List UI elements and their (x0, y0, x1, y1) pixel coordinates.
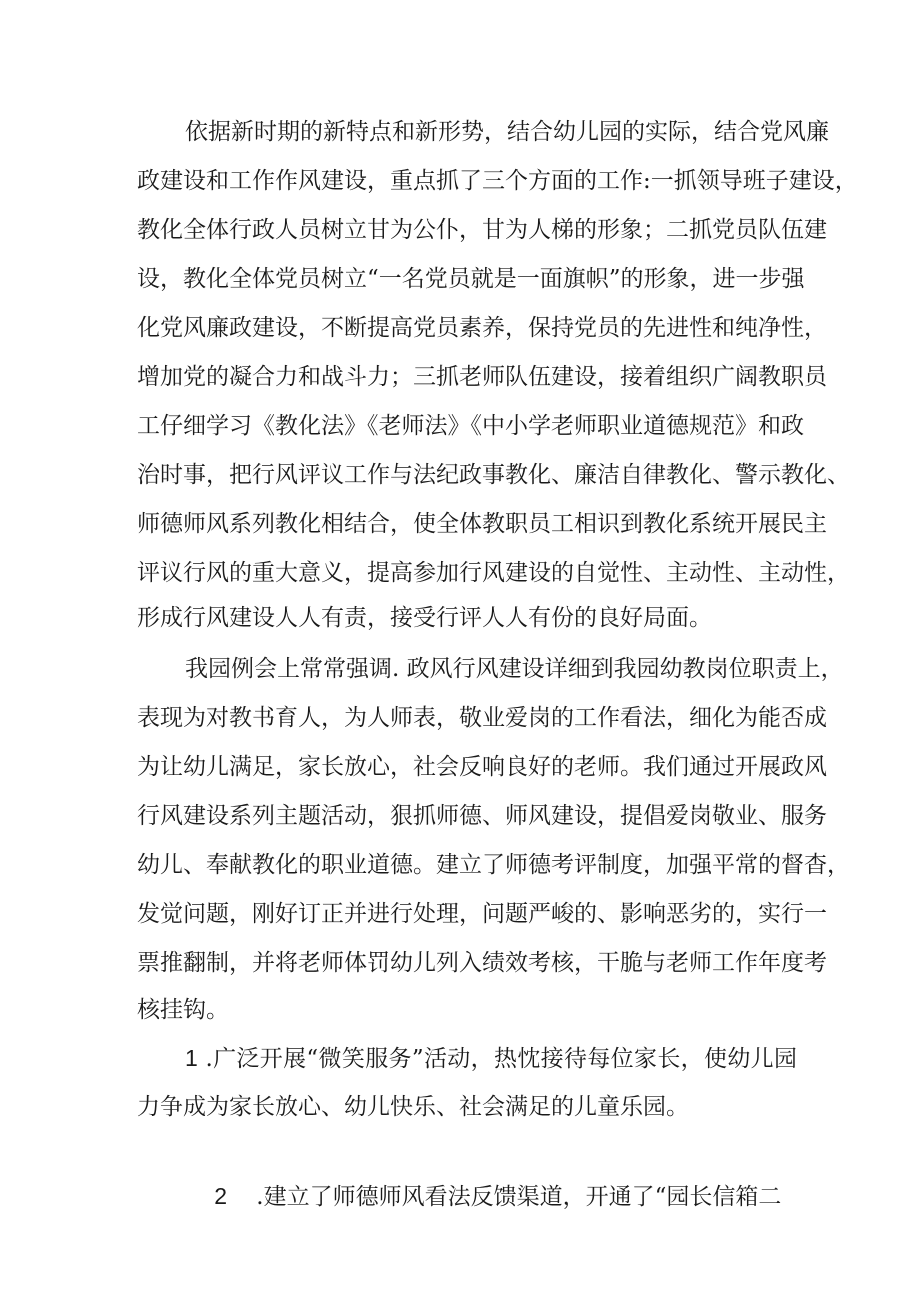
paragraph-2-line-3: 为让幼儿满足，家长放心，社会反响良好的老师。我们通过开展政风 (137, 754, 827, 780)
list-item-1-text: .广泛开展“微笑服务”活动，热忱接待每位家长，使幼儿园 (197, 1046, 797, 1072)
list-item-2-text: .建立了师德师风看法反馈渠道，开通了“园长信箱二 (227, 1184, 782, 1210)
paragraph-1-line-4: 设，教化全体党员树立“一名党员就是一面旗帜”的形象，进一步强 (137, 266, 805, 292)
paragraph-1-line-3: 教化全体行政人员树立甘为公仆，甘为人梯的形象；二抓党员队伍建 (137, 217, 827, 243)
paragraph-2-line-2: 表现为对教书育人，为人师表，敬业爱岗的工作看法，细化为能否成 (137, 705, 827, 731)
list-item-1-line-2: 力争成为家长放心、幼儿快乐、社会满足的儿童乐园。 (137, 1094, 689, 1120)
paragraph-1-line-8: 治时事，把行风评议工作与法纪政事教化、廉洁自律教化、警示教化、 (137, 462, 850, 488)
list-item-2-line-1 (185, 1136, 797, 1210)
paragraph-2-line-5: 幼儿、奉献教化的职业道德。建立了师德考评制度，加强平常的督杳， (137, 852, 850, 878)
paragraph-2-line-4: 行风建设系列主题活动，狠抓师德、师风建设，提倡爱岗敬业、服务 (137, 803, 827, 829)
paragraph-2-line-7: 票推翻制，并将老师体罚幼儿列入绩效考核，干脆与老师工作年度考 (137, 950, 827, 976)
list-item-1-number: 1 (185, 1045, 198, 1071)
paragraph-1-line-1: 依据新时期的新特点和新形势，结合幼儿园的实际，结合党风廉 (185, 119, 829, 145)
list-item-2-number: 2 (214, 1183, 228, 1209)
paragraph-1-line-2: 政建设和工作作风建设，重点抓了三个方面的工作:一抓领导班子建设， (137, 168, 858, 194)
paragraph-1-line-5: 化党风廉政建设，不断提高党员素养，保持党员的先进性和纯净性， (137, 315, 827, 341)
paragraph-1-line-10: 评议行风的重大意义，提高参加行风建设的自觉性、主动性、主动性， (137, 560, 850, 586)
paragraph-1-line-6: 增加党的凝合力和战斗力；三抓老师队伍建设，接着组织广阔教职员 (137, 364, 827, 390)
paragraph-1-line-11: 形成行风建设人人有责，接受行评人人有份的良好局面。 (137, 605, 712, 631)
paragraph-2-line-6: 发觉问题，刚好订正并进行处理，问题严峻的、影响恶劣的，实行一 (137, 901, 827, 927)
paragraph-2-line-1: 我园例会上常常强调. 政风行风建设详细到我园幼教岗位职责上， (185, 656, 844, 682)
paragraph-1-line-7: 工仔细学习《教化法》《老师法》《中小学老师职业道德规范》和政 (137, 413, 804, 439)
paragraph-1-line-9: 师德师风系列教化相结合，使全体教职员工相识到教化系统开展民主 (137, 511, 827, 537)
list-item-1-line-1 (185, 1038, 797, 1078)
paragraph-2-line-8: 核挂钩。 (137, 997, 229, 1023)
